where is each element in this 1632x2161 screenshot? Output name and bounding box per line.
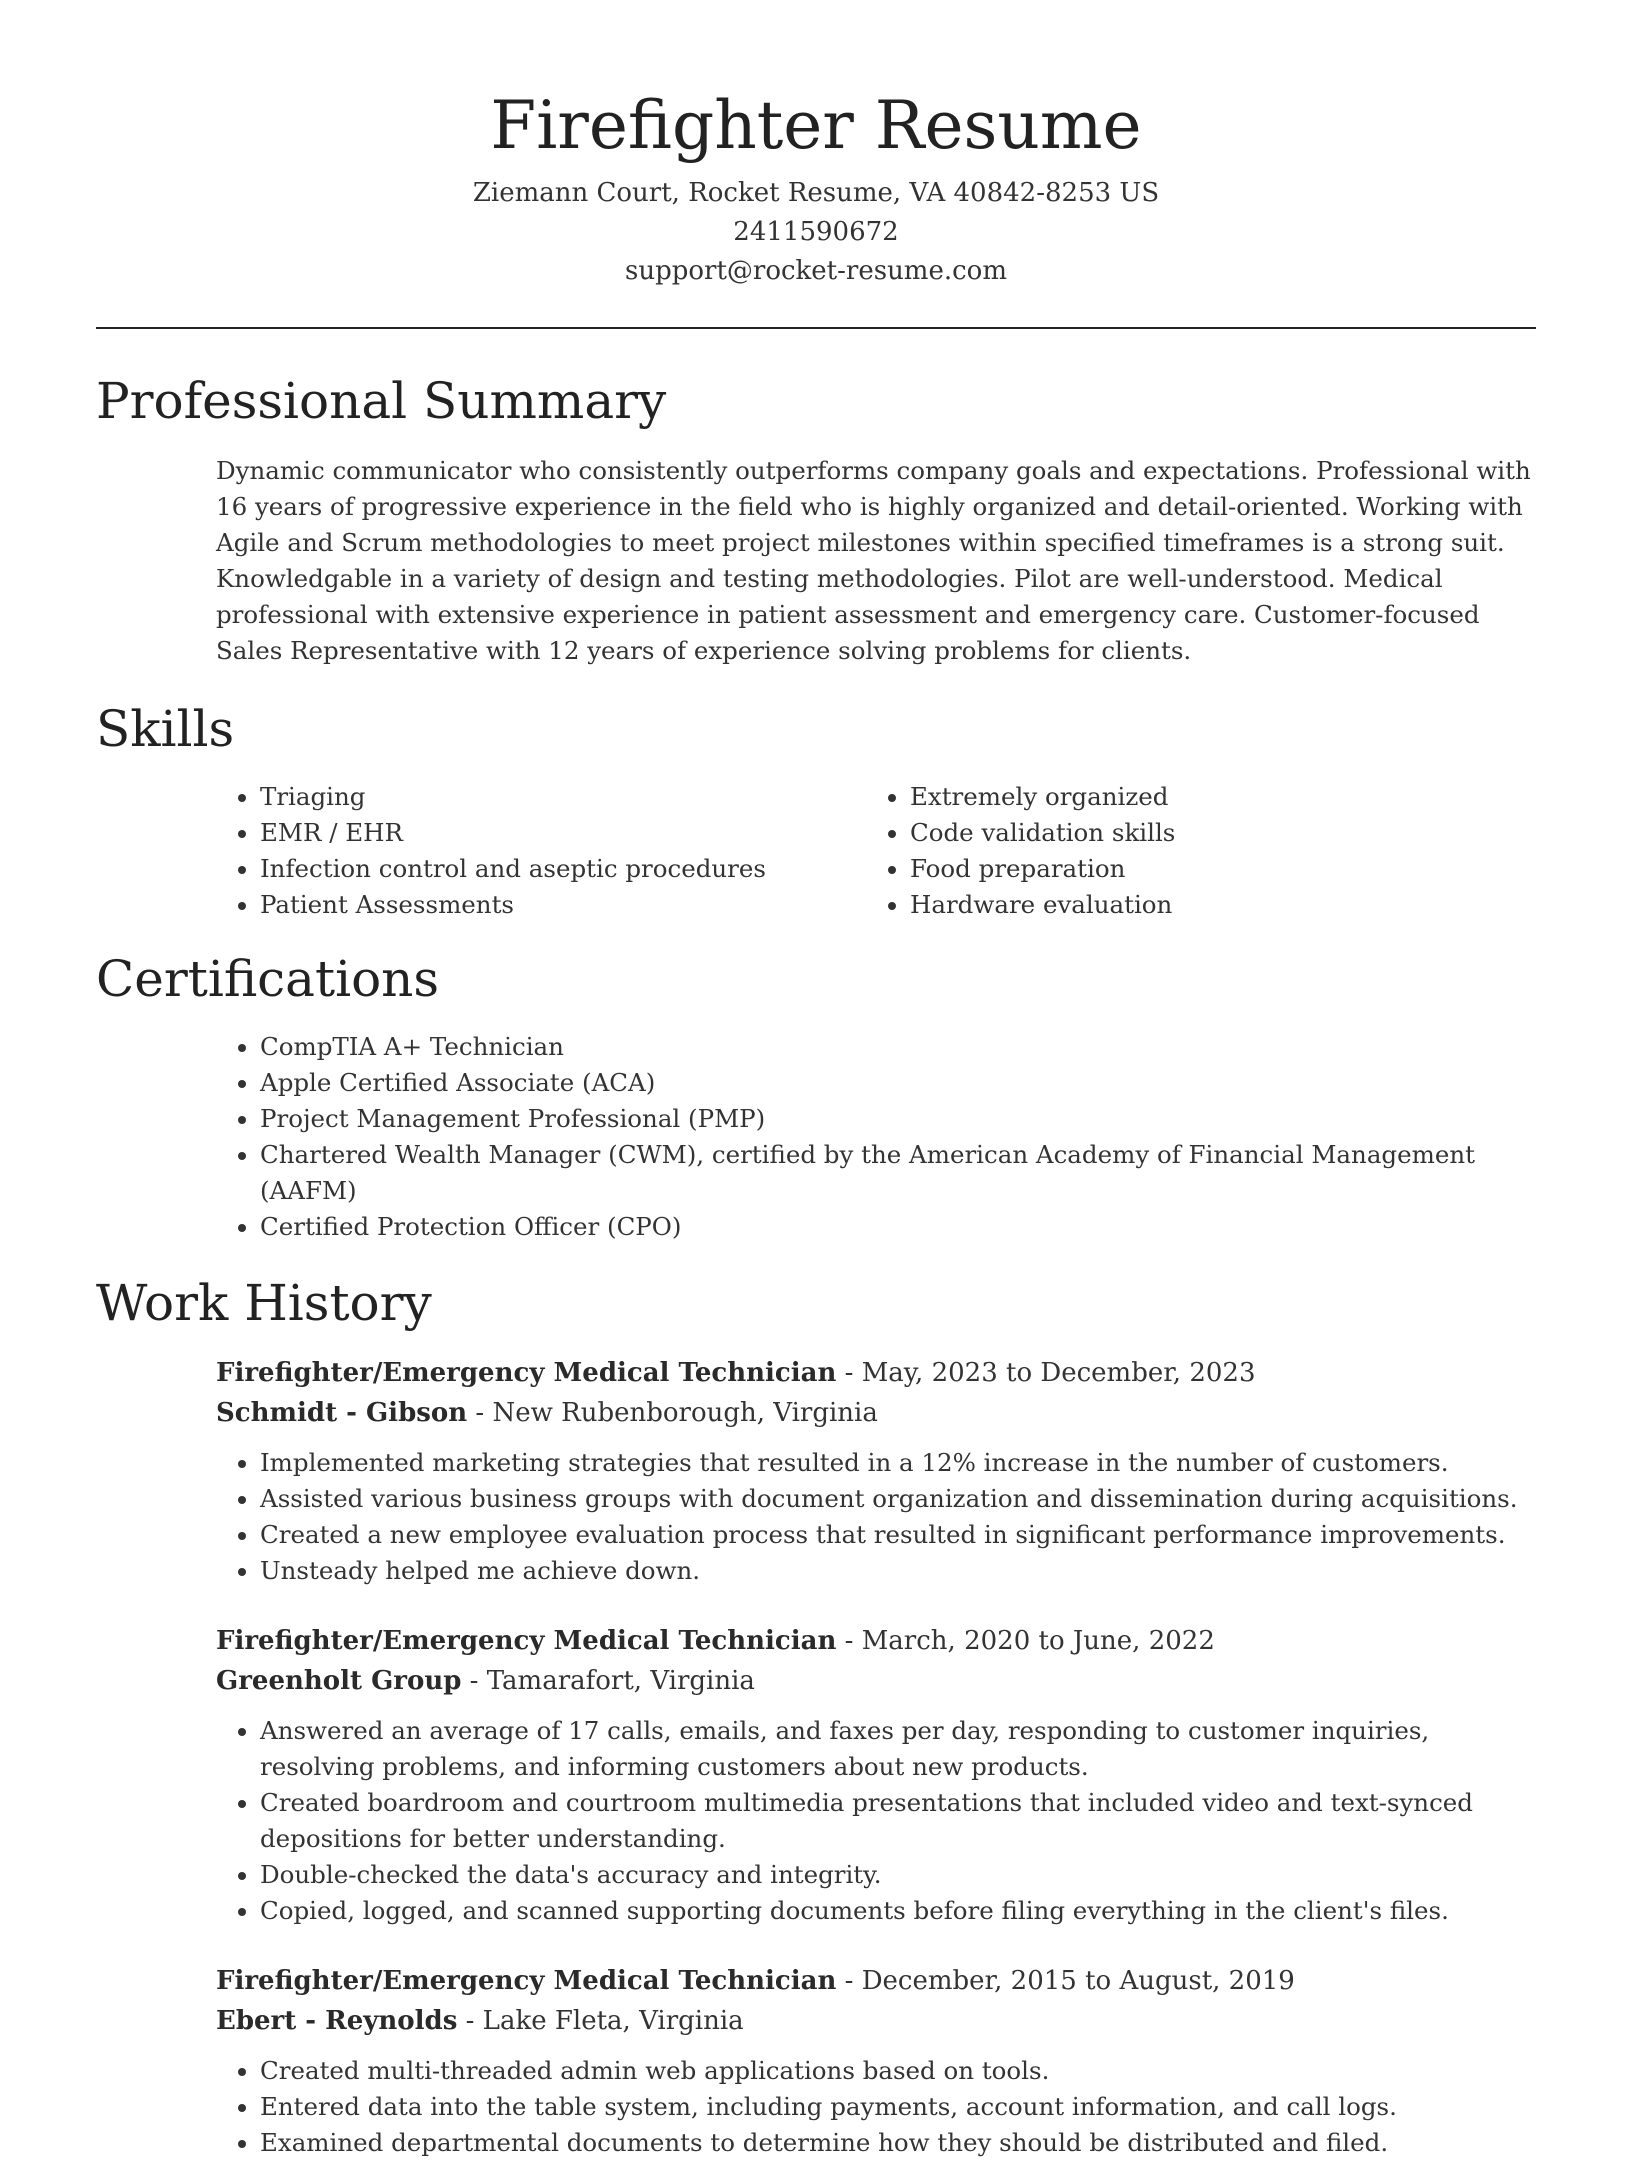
skill-item: • Infection control and aseptic procedures — [260, 851, 866, 887]
certification-item: • Project Management Professional (PMP) — [260, 1101, 1536, 1137]
certification-item: • Apple Certified Associate (ACA) — [260, 1065, 1536, 1101]
skill-item: • Triaging — [260, 779, 866, 815]
job-location: Lake Fleta, Virginia — [482, 2006, 744, 2036]
job-title: Firefighter/Emergency Medical Technician — [216, 1358, 837, 1388]
certification-item: • CompTIA A+ Technician — [260, 1029, 1536, 1065]
skills-list-right — [866, 779, 1516, 923]
work-history-section — [96, 1271, 1536, 2161]
job-entry — [216, 1961, 1536, 2161]
job-company-line — [216, 1393, 1536, 1433]
job-bullet: • Unsteady helped me achieve down. — [260, 1553, 1536, 1589]
job-bullet: • Assisted various business groups with document organization and dissemination during acquisitions. — [260, 1481, 1536, 1517]
job-entry — [216, 1353, 1536, 1589]
summary-text: Dynamic communicator who consistently outperforms company goals and expectations. Professional with 16 years of progressive experience in the field who is highly organized and detail-oriented. Working with Agile and Scrum methodologies to meet project milestones within specified timeframes is a strong suit. Knowledgable in a variety of design and testing methodologies. Pilot are well-understood. Medical professional with extensive experience in patient assessment and emergency care. Customer-focused Sales Representative with 12 years of experience solving problems for clients. — [216, 456, 1531, 665]
job-separator: - — [461, 1666, 487, 1696]
skill-item: • Food preparation — [910, 851, 1516, 887]
contact-email: support@rocket-resume.com — [624, 256, 1007, 286]
resume-title: Firefighter Resume — [490, 87, 1142, 164]
certification-item: • Certified Protection Officer (CPO) — [260, 1209, 1536, 1245]
job-dates: May, 2023 to December, 2023 — [861, 1358, 1256, 1388]
summary-section — [96, 369, 1536, 669]
job-company: Schmidt - Gibson — [216, 1398, 468, 1428]
job-title: Firefighter/Emergency Medical Technician — [216, 1966, 837, 1996]
summary-heading: Professional Summary — [96, 372, 667, 430]
certifications-list — [216, 1029, 1536, 1245]
skills-column-right — [866, 779, 1516, 923]
job-bullets — [216, 2053, 1536, 2161]
skill-item: • Extremely organized — [910, 779, 1516, 815]
job-bullet: • Double-checked the data's accuracy and integrity. — [260, 1857, 1536, 1893]
skill-item: • Hardware evaluation — [910, 887, 1516, 923]
certifications-section — [96, 947, 1536, 1245]
job-bullet: • Created a new employee evaluation process that resulted in significant performance improvements. — [260, 1517, 1536, 1553]
job-bullet-list — [216, 1445, 1536, 1589]
skills-section — [96, 697, 1536, 923]
certification-item: • Chartered Wealth Manager (CWM), certified by the American Academy of Financial Management (AAFM) — [260, 1137, 1536, 1209]
contact-address: Ziemann Court, Rocket Resume, VA 40842-8253 US — [472, 178, 1160, 208]
job-company: Greenholt Group — [216, 1666, 462, 1696]
job-location: Tamarafort, Virginia — [486, 1666, 755, 1696]
job-separator: - — [836, 1966, 862, 1996]
job-bullet: • Examined departmental documents to determine how they should be distributed and filed. — [260, 2125, 1536, 2161]
job-title-line — [216, 1621, 1536, 1661]
job-bullet-list — [216, 2053, 1536, 2161]
certifications-heading: Certifications — [96, 950, 440, 1008]
skills-list-left — [216, 779, 866, 923]
skill-item: • Patient Assessments — [260, 887, 866, 923]
resume-page — [96, 0, 1536, 2161]
job-dates: March, 2020 to June, 2022 — [861, 1626, 1215, 1656]
job-bullets — [216, 1445, 1536, 1589]
skills-column-left — [216, 779, 866, 923]
job-bullet: • Implemented marketing strategies that resulted in a 12% increase in the number of customers. — [260, 1445, 1536, 1481]
skills-grid — [216, 779, 1536, 923]
work-history-heading: Work History — [96, 1274, 432, 1332]
job-entry — [216, 1621, 1536, 1929]
skill-item: • EMR / EHR — [260, 815, 866, 851]
resume-header — [96, 0, 1536, 291]
job-bullet: • Answered an average of 17 calls, emails, and faxes per day, responding to customer inquiries, resolving problems, and informing customers about new products. — [260, 1713, 1536, 1785]
job-dates: December, 2015 to August, 2019 — [861, 1966, 1295, 1996]
job-company-line — [216, 1661, 1536, 1701]
job-location: New Rubenborough, Virginia — [492, 1398, 878, 1428]
header-divider — [96, 327, 1536, 329]
contact-block — [96, 174, 1536, 291]
job-bullet: • Created multi-threaded admin web applications based on tools. — [260, 2053, 1536, 2089]
job-bullet: • Copied, logged, and scanned supporting documents before filing everything in the client's files. — [260, 1893, 1536, 1929]
skill-item: • Code validation skills — [910, 815, 1516, 851]
job-title-line — [216, 1961, 1536, 2001]
job-separator: - — [836, 1358, 862, 1388]
job-title: Firefighter/Emergency Medical Technician — [216, 1626, 837, 1656]
contact-phone: 2411590672 — [733, 217, 899, 247]
job-separator: - — [836, 1626, 862, 1656]
job-company-line — [216, 2001, 1536, 2041]
job-company: Ebert - Reynolds — [216, 2006, 458, 2036]
job-bullet-list — [216, 1713, 1536, 1929]
job-bullet: • Entered data into the table system, including payments, account information, and call logs. — [260, 2089, 1536, 2125]
job-separator: - — [457, 2006, 483, 2036]
skills-heading: Skills — [96, 700, 235, 758]
job-title-line — [216, 1353, 1536, 1393]
certifications-list-wrap — [216, 1029, 1536, 1245]
job-bullet: • Created boardroom and courtroom multimedia presentations that included video and text-synced depositions for better understanding. — [260, 1785, 1536, 1857]
job-bullets — [216, 1713, 1536, 1929]
job-separator: - — [467, 1398, 493, 1428]
